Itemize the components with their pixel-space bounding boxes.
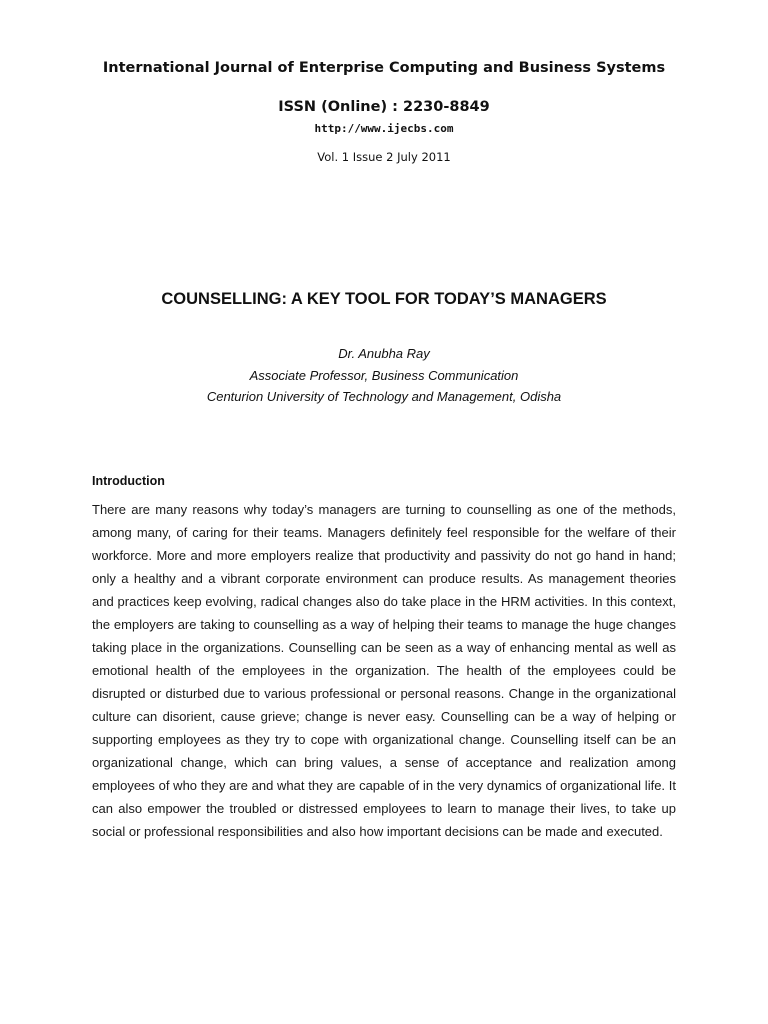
author-affiliation: Centurion University of Technology and Management, Odisha [206, 389, 562, 404]
section-heading-introduction: Introduction [92, 474, 165, 488]
author-block [92, 343, 676, 408]
author-position: Associate Professor, Business Communication [249, 367, 519, 383]
author-name: Dr. Anubha Ray [338, 346, 430, 361]
journal-volume: Vol. 1 Issue 2 July 2011 [317, 150, 451, 164]
journal-header [92, 58, 676, 165]
journal-url-link[interactable]: http://www.ijecbs.com [314, 122, 454, 135]
introduction-paragraph: There are many reasons why today’s managers are turning to counselling as one of the methods, among many, of caring for their teams. Managers definitely feel responsible for the welfare of their workforce. More and more employers realize that productivity and passivity do not go hand in hand; only a healthy and a vibrant corporate environment can produce results. As management theories and practices keep evolving, radical changes also do take place in the HRM activities. In this context, the employers are taking to counselling as a way of helping their teams to manage the huge changes taking place in the organizations. Counselling can be seen as a way of enhancing mental as well as emotional health of the employees in the organization. The health of the employees could be disrupted or disturbed due to various professional or personal reasons. Change in the organizational culture can disorient, cause grieve; change is never easy. Counselling can be a way of helping or supporting employees as they try to cope with organizational change. Counselling itself can be an organizational change, which can bring values, a sense of acceptance and realization among employees of who they are and what they are capable of in the very dynamics of organizational life. It can also empower the troubled or distressed employees to learn to manage their lives, to take up social or professional responsibilities and also how important decisions can be made and executed. [92, 502, 676, 839]
journal-name: International Journal of Enterprise Computing and Business Systems [102, 60, 666, 76]
paper-title: COUNSELLING: A KEY TOOL FOR TODAY’S MANAGERS [161, 290, 607, 308]
journal-issn: ISSN (Online) : 2230-8849 [278, 99, 490, 115]
